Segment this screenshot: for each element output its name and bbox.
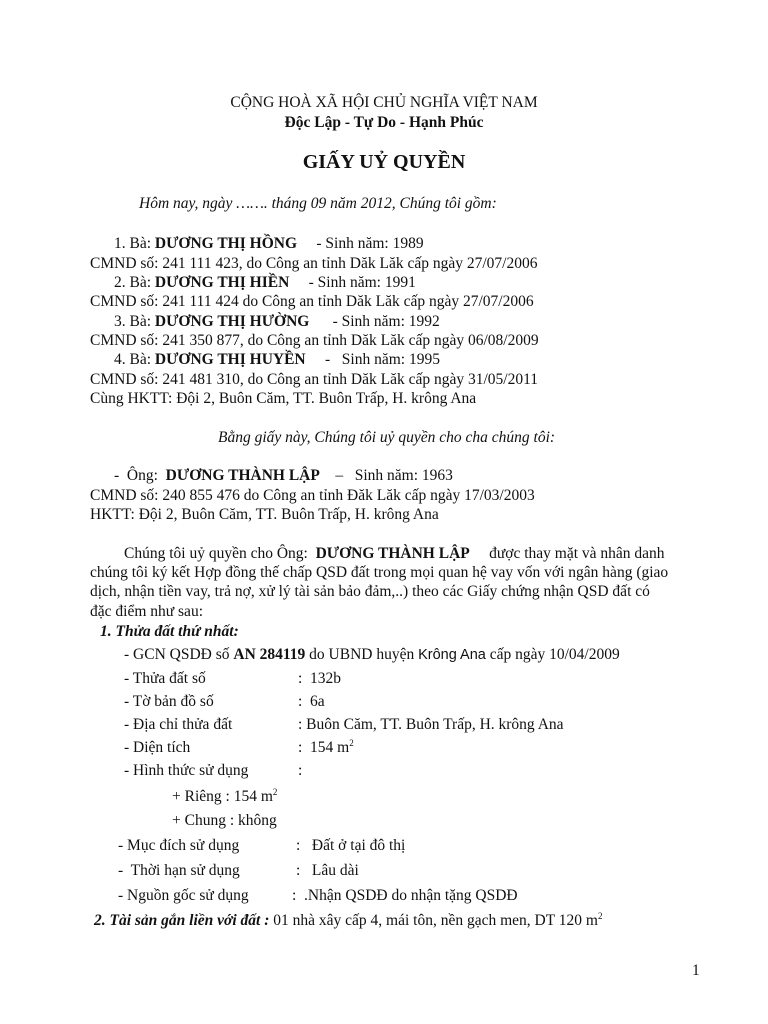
term-value: : Lâu dài	[296, 862, 359, 879]
address-value: : Buôn Căm, TT. Buôn Trấp, H. krông Ana	[298, 716, 564, 733]
grantor-1: 1. Bà: DƯƠNG THỊ HỒNG - Sinh năm: 1989	[114, 235, 424, 252]
grantor-4-id: CMND số: 241 481 310, do Công an tỉnh Dăk Lăk cấp ngày 31/05/2011	[90, 371, 539, 388]
map-sheet-label: - Tờ bản đồ số	[124, 693, 214, 710]
private-area: + Riêng : 154 $m^2$	[172, 787, 278, 805]
section-1-heading: 1. Thửa đất thứ nhất:	[100, 623, 239, 640]
authorization-line-2: chúng tôi ký kết Hợp đồng thế chấp QSD đất trong mọi quan hệ vay vốn với ngân hàng (giao	[90, 564, 669, 581]
section-2-heading: 2. Tài sản gắn liền với đất :	[94, 912, 270, 929]
usage-form-value: :	[298, 762, 303, 779]
shared-area: + Chung : không	[172, 812, 277, 829]
republic-heading: CỘNG HOÀ XÃ HỘI CHỦ NGHĨA VIỆT NAM	[230, 94, 538, 111]
page-number: 1	[692, 962, 700, 979]
purpose-label: - Mục đích sử dụng	[118, 837, 240, 854]
area-value: : 154 $m^2$	[298, 738, 354, 756]
grantor-1-id: CMND số: 241 111 423, do Công an tỉnh Dăk Lăk cấp ngày 27/07/2006	[90, 255, 538, 272]
document-title: GIẤY UỶ QUYỀN	[302, 151, 466, 173]
land-plot-number-value: : 132b	[298, 670, 342, 687]
map-sheet-value: : 6a	[298, 693, 325, 710]
section-2: 2. Tài sản gắn liền với đất : 01 nhà xây cấp 4, mái tôn, nền gạch men, DT 120 $m^2$	[94, 911, 603, 929]
authorize-intro: Bằng giấy này, Chúng tôi uỷ quyền cho cha chúng tôi:	[218, 429, 556, 446]
grantee-id: CMND số: 240 855 476 do Công an tỉnh Đăk Lăk cấp ngày 17/03/2003	[90, 487, 535, 504]
authorization-line-4: đặc điểm như sau:	[90, 603, 203, 620]
grantor-2: 2. Bà: DƯƠNG THỊ HIỀN - Sinh năm: 1991	[114, 274, 416, 291]
grantor-3-id: CMND số: 241 350 877, do Công an tỉnh Dăk Lăk cấp ngày 06/08/2009	[90, 332, 539, 349]
authorization-paragraph-start: Chúng tôi uỷ quyền cho Ông: DƯƠNG THÀNH LẬP được thay mặt và nhân danh	[124, 545, 665, 562]
area-label: - Diện tích	[124, 739, 191, 756]
authorization-line-3: dịch, nhận tiền vay, trả nợ, xử lý tài sản bảo đảm,..) theo các Giấy chứng nhận QSD đất có	[90, 583, 650, 600]
land-plot-number-label: - Thửa đất số	[124, 670, 206, 687]
grantor-3: 3. Bà: DƯƠNG THỊ HƯỜNG - Sinh năm: 1992	[114, 313, 440, 330]
grantor-2-id: CMND số: 241 111 424 do Công an tỉnh Dăk Lăk cấp ngày 27/07/2006	[90, 293, 534, 310]
grantor-4: 4. Bà: DƯƠNG THỊ HUYỀN - Sinh năm: 1995	[114, 351, 440, 368]
usage-form-label: - Hình thức sử dụng	[124, 762, 249, 779]
term-label: - Thời hạn sử dụng	[118, 862, 240, 879]
common-residence: Cùng HKTT: Đội 2, Buôn Căm, TT. Buôn Trấp, H. krông Ana	[90, 390, 477, 407]
address-label: - Địa chỉ thửa đất	[124, 716, 233, 733]
origin-value: : .Nhận QSDĐ do nhận tặng QSDĐ	[292, 887, 518, 904]
grantee: - Ông: DƯƠNG THÀNH LẬP – Sinh năm: 1963	[114, 467, 453, 484]
grantee-residence: HKTT: Đội 2, Buôn Căm, TT. Buôn Trấp, H. krông Ana	[90, 506, 439, 523]
gcn-line: - GCN QSDĐ số AN 284119 do UBND huyện Krông Ana cấp ngày 10/04/2009	[124, 646, 620, 663]
origin-label: - Nguồn gốc sử dụng	[118, 887, 249, 904]
intro-line: Hôm nay, ngày ……. tháng 09 năm 2012, Chúng tôi gồm:	[139, 195, 497, 212]
motto: Độc Lập - Tự Do - Hạnh Phúc	[284, 114, 484, 131]
purpose-value: : Đất ở tại đô thị	[296, 837, 406, 854]
